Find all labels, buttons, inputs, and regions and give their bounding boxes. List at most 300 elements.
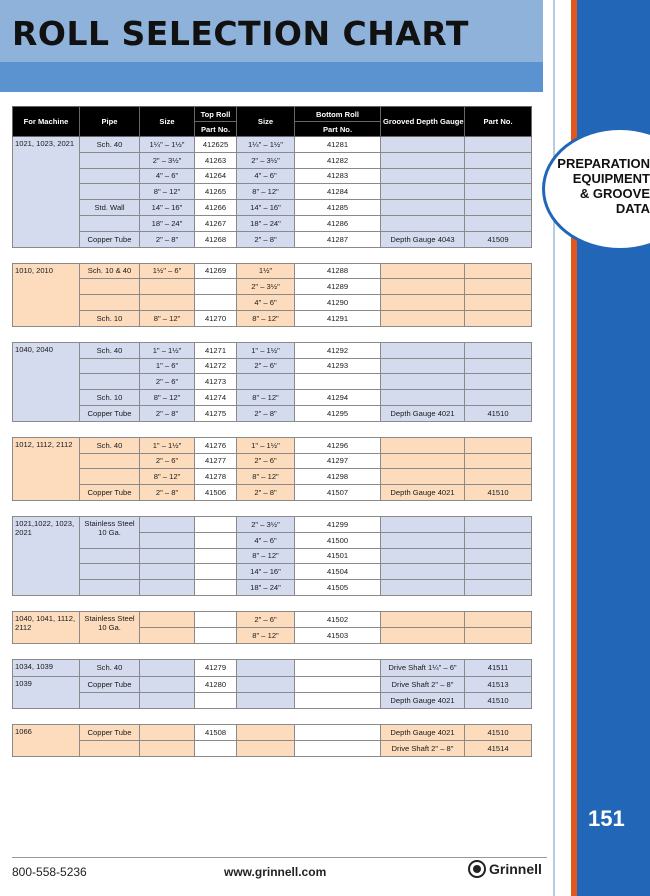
pipe-cell: Sch. 10 & 40 <box>80 263 140 279</box>
table-cell: 41504 <box>295 564 381 580</box>
table-cell: 1½" <box>237 263 295 279</box>
table-cell: 41284 <box>295 184 381 200</box>
table-row <box>13 200 532 216</box>
table-row <box>13 548 532 564</box>
table-cell: 41509 <box>465 231 532 247</box>
table-cell: 41283 <box>295 168 381 184</box>
table-cell: 41274 <box>195 390 237 406</box>
table-row <box>13 724 532 740</box>
table-cell <box>140 580 195 596</box>
pipe-cell <box>80 740 140 756</box>
table-cell: 41280 <box>195 677 237 693</box>
pipe-cell <box>80 279 140 295</box>
grinnell-logo <box>468 860 542 878</box>
table-cell: 4" – 6" <box>237 168 295 184</box>
table-cell: 2" – 6" <box>140 374 195 390</box>
table-body <box>13 137 532 757</box>
section-tab-line: EQUIPMENT <box>572 171 650 186</box>
table-cell: 1¼" – 1½" <box>140 137 195 153</box>
table-cell: 8" – 12" <box>237 469 295 485</box>
table-cell: 2" – 3½" <box>237 516 295 532</box>
table-cell: 41505 <box>295 580 381 596</box>
table-cell <box>140 611 195 627</box>
table-row <box>13 231 532 247</box>
table-cell: 41272 <box>195 358 237 374</box>
table-cell: 4" – 6" <box>237 532 295 548</box>
table-cell: 41287 <box>295 231 381 247</box>
spacer-cell <box>13 595 532 611</box>
table-cell: 41278 <box>195 469 237 485</box>
table-cell: Depth Gauge 4021 <box>381 693 465 709</box>
machine-cell: 1021, 1023, 2021 <box>13 137 80 248</box>
footer-website[interactable]: www.grinnell.com <box>224 865 327 879</box>
table-cell: 41265 <box>195 184 237 200</box>
table-cell <box>381 152 465 168</box>
table-cell <box>465 627 532 643</box>
table-cell: 8" – 12" <box>140 390 195 406</box>
table-cell <box>465 469 532 485</box>
table-cell <box>465 342 532 358</box>
table-cell <box>140 548 195 564</box>
table-cell <box>465 437 532 453</box>
header-top-roll-part-no: Part No. <box>195 122 237 137</box>
table-cell: Drive Shaft 1¼" – 6" <box>381 659 465 677</box>
table-cell: 14" – 16" <box>237 564 295 580</box>
footer-phone: 800-558-5236 <box>12 865 87 879</box>
group-spacer <box>13 643 532 659</box>
table-cell: 2" – 8" <box>140 405 195 421</box>
table-cell <box>295 677 381 693</box>
table-cell: 41513 <box>465 677 532 693</box>
table-cell <box>381 611 465 627</box>
table-row <box>13 390 532 406</box>
group-spacer <box>13 421 532 437</box>
table-row <box>13 310 532 326</box>
table-cell: 41271 <box>195 342 237 358</box>
section-tab-line: DATA <box>615 201 650 216</box>
table-row <box>13 405 532 421</box>
pipe-cell: Sch. 10 <box>80 310 140 326</box>
table-cell <box>295 659 381 677</box>
table-cell: 2" – 8" <box>237 405 295 421</box>
table-cell <box>465 548 532 564</box>
table-cell <box>195 564 237 580</box>
table-cell <box>381 374 465 390</box>
table-cell: 1" – 1½" <box>237 342 295 358</box>
table-cell: 41511 <box>465 659 532 677</box>
table-cell: 41297 <box>295 453 381 469</box>
table-header <box>13 107 532 137</box>
table-cell <box>381 168 465 184</box>
table-cell: 2" – 6" <box>237 611 295 627</box>
pipe-cell: Copper Tube <box>80 724 140 740</box>
table-cell: 41279 <box>195 659 237 677</box>
pipe-cell: Stainless Steel 10 Ga. <box>80 516 140 548</box>
group-spacer <box>13 247 532 263</box>
table-cell: 41291 <box>295 310 381 326</box>
table-cell: 41273 <box>195 374 237 390</box>
pipe-cell <box>80 295 140 311</box>
table-cell: 18" – 24" <box>237 215 295 231</box>
table-cell: 41506 <box>195 485 237 501</box>
table-cell <box>465 532 532 548</box>
group-spacer <box>13 708 532 724</box>
table-cell: 41277 <box>195 453 237 469</box>
group-spacer <box>13 326 532 342</box>
header-size-bottom: Size <box>237 107 295 137</box>
machine-cell: 1021,1022, 1023, 2021 <box>13 516 80 595</box>
pipe-cell <box>80 358 140 374</box>
table-cell <box>237 724 295 740</box>
table-cell <box>195 548 237 564</box>
table-cell <box>381 263 465 279</box>
machine-cell: 1040, 1041, 1112, 2112 <box>13 611 80 643</box>
table-cell: 41503 <box>295 627 381 643</box>
table-cell <box>465 184 532 200</box>
table-cell: Depth Gauge 4021 <box>381 405 465 421</box>
table-cell: 18" – 24" <box>140 215 195 231</box>
page-number: 151 <box>588 806 625 831</box>
table-row <box>13 677 532 693</box>
group-spacer <box>13 595 532 611</box>
table-cell: 2" – 8" <box>237 485 295 501</box>
pipe-cell: Copper Tube <box>80 677 140 693</box>
table-cell: 41267 <box>195 215 237 231</box>
table-cell <box>195 627 237 643</box>
table-cell: 8" – 12" <box>140 469 195 485</box>
machine-cell: 1040, 2040 <box>13 342 80 421</box>
pipe-cell: Std. Wall <box>80 200 140 216</box>
pipe-cell: Sch. 40 <box>80 342 140 358</box>
table-cell: 41282 <box>295 152 381 168</box>
table-cell <box>381 200 465 216</box>
section-tab-line: & GROOVE <box>579 186 650 201</box>
table-cell <box>465 516 532 532</box>
table-cell: 1" – 1½" <box>237 437 295 453</box>
pipe-cell <box>80 184 140 200</box>
table-cell: 41290 <box>295 295 381 311</box>
pipe-cell: Sch. 40 <box>80 137 140 153</box>
pipe-cell: Sch. 40 <box>80 659 140 677</box>
spacer-cell <box>13 326 532 342</box>
table-cell: 41508 <box>195 724 237 740</box>
machine-cell: 1010, 2010 <box>13 263 80 326</box>
table-cell: 8" – 12" <box>237 548 295 564</box>
table-cell: 1¼" – 1½" <box>237 137 295 153</box>
table-cell <box>140 516 195 532</box>
pipe-cell <box>80 168 140 184</box>
table-cell <box>381 469 465 485</box>
title-band-lower <box>0 62 543 92</box>
header-gauge-part-no: Part No. <box>465 107 532 137</box>
table-cell: 41276 <box>195 437 237 453</box>
header-for-machine: For Machine <box>13 107 80 137</box>
table-cell <box>381 532 465 548</box>
table-cell <box>465 279 532 295</box>
pipe-cell: Copper Tube <box>80 231 140 247</box>
roll-selection-table-container <box>12 106 531 757</box>
table-cell: 2" – 3½" <box>237 279 295 295</box>
table-cell <box>381 627 465 643</box>
table-cell <box>140 693 195 709</box>
pipe-cell: Copper Tube <box>80 405 140 421</box>
table-cell: 1½" – 6" <box>140 263 195 279</box>
table-cell <box>195 516 237 532</box>
pipe-cell <box>80 564 140 580</box>
pipe-cell: Sch. 40 <box>80 437 140 453</box>
table-cell <box>465 453 532 469</box>
table-cell: 41293 <box>295 358 381 374</box>
header-top-roll: Top Roll <box>195 107 237 122</box>
table-cell <box>237 374 295 390</box>
table-cell: Depth Gauge 4043 <box>381 231 465 247</box>
table-cell <box>295 693 381 709</box>
table-cell: 41500 <box>295 532 381 548</box>
table-cell: 2" – 8" <box>237 231 295 247</box>
table-row <box>13 374 532 390</box>
table-cell <box>140 295 195 311</box>
side-divider <box>553 0 555 896</box>
table-cell: 41510 <box>465 405 532 421</box>
table-cell <box>237 677 295 693</box>
table-cell: 1" – 6" <box>140 358 195 374</box>
table-cell: 4" – 6" <box>237 295 295 311</box>
table-row <box>13 469 532 485</box>
table-cell: 1" – 1½" <box>140 342 195 358</box>
table-cell: Drive Shaft 2" – 8" <box>381 677 465 693</box>
spacer-cell <box>13 421 532 437</box>
table-cell: 8" – 12" <box>237 390 295 406</box>
table-cell <box>237 693 295 709</box>
table-cell <box>465 215 532 231</box>
table-cell <box>195 295 237 311</box>
table-row <box>13 295 532 311</box>
machine-cell: 1012, 1112, 2112 <box>13 437 80 500</box>
table-cell: 412625 <box>195 137 237 153</box>
table-cell <box>465 168 532 184</box>
table-cell: 2" – 6" <box>237 453 295 469</box>
table-cell <box>465 152 532 168</box>
table-cell <box>381 295 465 311</box>
table-cell <box>195 740 237 756</box>
table-row <box>13 358 532 374</box>
table-cell: 14" – 16" <box>140 200 195 216</box>
page-title: ROLL SELECTION CHART <box>12 14 469 53</box>
grinnell-logo-text: Grinnell <box>489 861 542 877</box>
table-cell <box>195 580 237 596</box>
table-cell: 8" – 12" <box>237 184 295 200</box>
table-cell <box>381 564 465 580</box>
table-cell: 4" – 6" <box>140 168 195 184</box>
table-cell <box>195 532 237 548</box>
table-cell <box>140 740 195 756</box>
table-cell <box>140 677 195 693</box>
pipe-cell: Copper Tube <box>80 485 140 501</box>
pipe-cell <box>80 152 140 168</box>
table-cell <box>381 137 465 153</box>
pipe-cell <box>80 215 140 231</box>
pipe-cell: Sch. 10 <box>80 390 140 406</box>
table-cell: 8" – 12" <box>140 310 195 326</box>
table-row <box>13 152 532 168</box>
header-grooved-depth-gauge: Grooved Depth Gauge <box>381 107 465 137</box>
table-cell <box>381 279 465 295</box>
table-cell <box>381 358 465 374</box>
table-row <box>13 437 532 453</box>
table-cell: 8" – 12" <box>237 310 295 326</box>
table-cell <box>195 693 237 709</box>
table-row <box>13 485 532 501</box>
table-cell: 41510 <box>465 485 532 501</box>
table-cell: 41263 <box>195 152 237 168</box>
pipe-cell <box>80 693 140 709</box>
table-cell: 41299 <box>295 516 381 532</box>
table-cell <box>140 659 195 677</box>
table-row <box>13 693 532 709</box>
header-bottom-roll: Bottom Roll <box>295 107 381 122</box>
header-size: Size <box>140 107 195 137</box>
table-cell <box>381 580 465 596</box>
table-cell <box>465 374 532 390</box>
table-cell: 41501 <box>295 548 381 564</box>
pipe-cell: Stainless Steel 10 Ga. <box>80 611 140 643</box>
table-row <box>13 611 532 627</box>
table-cell: 41275 <box>195 405 237 421</box>
section-tab-line: PREPARATION <box>557 156 650 171</box>
table-cell <box>381 437 465 453</box>
table-cell <box>381 215 465 231</box>
table-cell: 8" – 12" <box>237 627 295 643</box>
table-cell <box>140 532 195 548</box>
header-bottom-roll-part-no: Part No. <box>295 122 381 137</box>
table-cell: 41292 <box>295 342 381 358</box>
table-cell: 41268 <box>195 231 237 247</box>
section-tab-label <box>556 156 650 216</box>
table-cell: 41269 <box>195 263 237 279</box>
table-cell: 41264 <box>195 168 237 184</box>
table-cell <box>237 659 295 677</box>
grinnell-logo-icon <box>468 860 486 878</box>
table-cell: 2" – 8" <box>140 485 195 501</box>
table-cell: 1" – 1½" <box>140 437 195 453</box>
pipe-cell <box>80 453 140 469</box>
table-cell: 41502 <box>295 611 381 627</box>
spacer-cell <box>13 643 532 659</box>
pipe-cell <box>80 580 140 596</box>
table-cell: 2" – 3½" <box>140 152 195 168</box>
table-cell <box>140 627 195 643</box>
table-cell <box>140 564 195 580</box>
pipe-cell <box>80 548 140 564</box>
table-cell: 41286 <box>295 215 381 231</box>
table-cell <box>465 564 532 580</box>
pipe-cell <box>80 374 140 390</box>
table-row <box>13 342 532 358</box>
table-cell <box>381 453 465 469</box>
table-cell <box>465 611 532 627</box>
table-cell: 41294 <box>295 390 381 406</box>
table-cell <box>237 740 295 756</box>
table-cell <box>295 740 381 756</box>
table-row <box>13 453 532 469</box>
table-cell <box>195 611 237 627</box>
table-row <box>13 279 532 295</box>
table-row <box>13 564 532 580</box>
table-cell: 41289 <box>295 279 381 295</box>
table-cell <box>465 310 532 326</box>
table-cell: 8" – 12" <box>140 184 195 200</box>
table-cell: 2" – 6" <box>237 358 295 374</box>
machine-cell: 1066 <box>13 724 80 756</box>
table-cell <box>381 516 465 532</box>
table-cell <box>295 374 381 390</box>
table-cell: 41514 <box>465 740 532 756</box>
table-cell: 41295 <box>295 405 381 421</box>
table-cell: 41510 <box>465 724 532 740</box>
table-cell <box>465 263 532 279</box>
table-cell: 41285 <box>295 200 381 216</box>
table-cell: 41288 <box>295 263 381 279</box>
table-cell: 41296 <box>295 437 381 453</box>
table-cell <box>381 184 465 200</box>
table-cell <box>465 295 532 311</box>
header-pipe: Pipe <box>80 107 140 137</box>
table-cell <box>465 358 532 374</box>
table-cell: 41270 <box>195 310 237 326</box>
machine-cell: 1039 <box>13 677 80 709</box>
table-cell <box>465 200 532 216</box>
table-cell: 41298 <box>295 469 381 485</box>
table-row <box>13 137 532 153</box>
footer-divider <box>12 857 547 858</box>
table-cell <box>140 279 195 295</box>
table-cell: Depth Gauge 4021 <box>381 485 465 501</box>
table-row <box>13 580 532 596</box>
table-row <box>13 184 532 200</box>
table-cell: Depth Gauge 4021 <box>381 724 465 740</box>
table-cell <box>465 580 532 596</box>
roll-selection-table <box>12 106 532 757</box>
table-row <box>13 215 532 231</box>
spacer-cell <box>13 247 532 263</box>
spacer-cell <box>13 500 532 516</box>
table-cell: 14" – 16" <box>237 200 295 216</box>
table-cell <box>381 548 465 564</box>
table-row <box>13 168 532 184</box>
table-cell <box>381 390 465 406</box>
table-row <box>13 516 532 532</box>
table-row <box>13 659 532 677</box>
table-cell <box>195 279 237 295</box>
table-cell <box>381 342 465 358</box>
table-cell <box>465 137 532 153</box>
table-cell <box>381 310 465 326</box>
table-row <box>13 263 532 279</box>
table-cell: 2" – 8" <box>140 231 195 247</box>
table-row <box>13 740 532 756</box>
spacer-cell <box>13 708 532 724</box>
table-cell: 41510 <box>465 693 532 709</box>
table-cell: 2" – 3½" <box>237 152 295 168</box>
table-cell: Drive Shaft 2" – 8" <box>381 740 465 756</box>
table-cell: 2" – 6" <box>140 453 195 469</box>
machine-cell: 1034, 1039 <box>13 659 80 677</box>
group-spacer <box>13 500 532 516</box>
table-cell: 41281 <box>295 137 381 153</box>
pipe-cell <box>80 469 140 485</box>
table-cell <box>465 390 532 406</box>
table-cell <box>295 724 381 740</box>
